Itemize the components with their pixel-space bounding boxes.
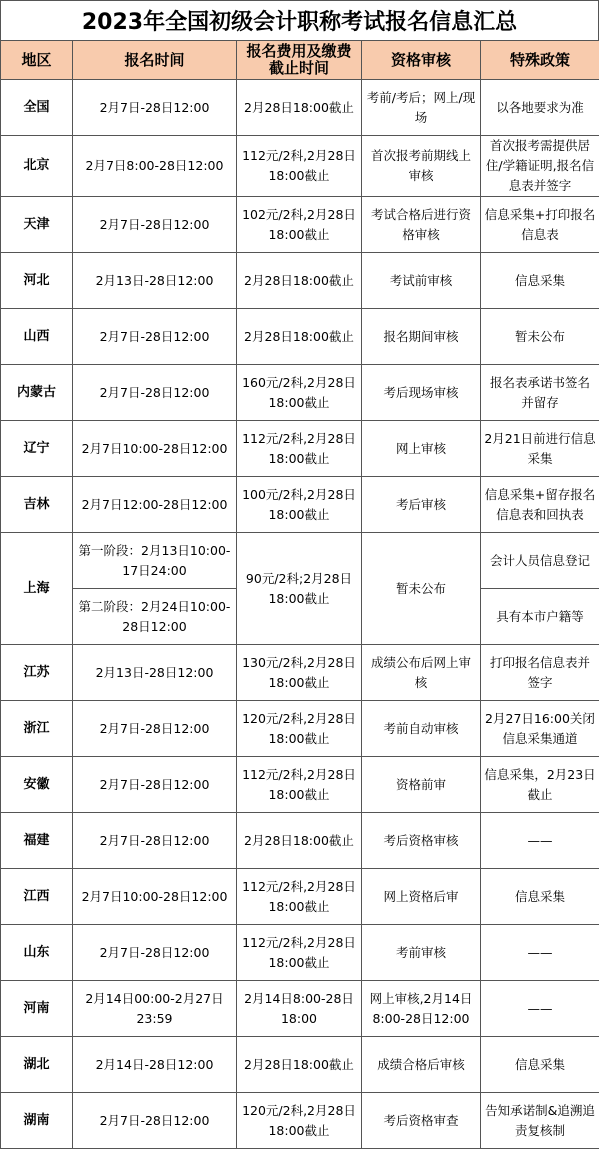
table-row: [1, 1037, 599, 1093]
time-cell: 2月7日-28日12:00: [73, 701, 237, 757]
table-row: [1, 701, 599, 757]
region-cell: 山东: [1, 925, 73, 981]
region-cell: 湖南: [1, 1093, 73, 1149]
header-fee: 报名费用及缴费截止时间: [237, 41, 362, 80]
time-cell: 2月13日-28日12:00: [73, 253, 237, 309]
review-cell: 考前/考后；网上/现场: [362, 80, 481, 136]
review-cell: 考前自动审核: [362, 701, 481, 757]
table-row: [1, 421, 599, 477]
header-row: [1, 41, 599, 80]
fee-cell: 102元/2科,2月28日18:00截止: [237, 197, 362, 253]
review-cell: 考后现场审核: [362, 365, 481, 421]
time-cell-phase2: 第二阶段：2月24日10:00-28日12:00: [73, 589, 237, 645]
header-time: 报名时间: [73, 41, 237, 80]
review-cell: 网上资格后审: [362, 869, 481, 925]
region-cell: 河北: [1, 253, 73, 309]
table-body: [1, 80, 599, 1149]
table-row: [1, 981, 599, 1037]
policy-cell: 以各地要求为准: [481, 80, 599, 136]
page-title: 2023年全国初级会计职称考试报名信息汇总: [0, 0, 599, 41]
table-row: [1, 869, 599, 925]
fee-cell: 2月28日18:00截止: [237, 1037, 362, 1093]
policy-cell: 信息采集+打印报名信息表: [481, 197, 599, 253]
time-cell: 2月7日-28日12:00: [73, 1093, 237, 1149]
table-row: [1, 80, 599, 136]
fee-cell: 112元/2科,2月28日18:00截止: [237, 136, 362, 197]
policy-cell-1: 会计人员信息登记: [481, 533, 599, 589]
review-cell: 首次报考前期线上审核: [362, 136, 481, 197]
policy-cell: 报名表承诺书签名并留存: [481, 365, 599, 421]
region-cell: 福建: [1, 813, 73, 869]
time-cell: 2月7日10:00-28日12:00: [73, 421, 237, 477]
policy-cell: 2月21日前进行信息采集: [481, 421, 599, 477]
time-cell: 2月7日-28日12:00: [73, 309, 237, 365]
region-cell: 江苏: [1, 645, 73, 701]
review-cell: 考试前审核: [362, 253, 481, 309]
table-row: [1, 1093, 599, 1149]
policy-cell: 2月27日16:00关闭信息采集通道: [481, 701, 599, 757]
table-row: [1, 813, 599, 869]
time-cell: 2月7日-28日12:00: [73, 365, 237, 421]
review-cell: 资格前审: [362, 757, 481, 813]
time-cell: 2月7日-28日12:00: [73, 80, 237, 136]
fee-cell: 120元/2科,2月28日18:00截止: [237, 701, 362, 757]
policy-cell-2: 具有本市户籍等: [481, 589, 599, 645]
policy-cell: 信息采集: [481, 253, 599, 309]
table-row: [1, 253, 599, 309]
time-cell-phase1: 第一阶段：2月13日10:00-17日24:00: [73, 533, 237, 589]
policy-cell: 首次报考需提供居住/学籍证明,报名信息表并签字: [481, 136, 599, 197]
region-cell: 辽宁: [1, 421, 73, 477]
time-cell: 2月14日-28日12:00: [73, 1037, 237, 1093]
region-cell: 吉林: [1, 477, 73, 533]
header-region: 地区: [1, 41, 73, 80]
fee-cell: 2月28日18:00截止: [237, 309, 362, 365]
table-row: [1, 136, 599, 197]
time-cell: 2月7日-28日12:00: [73, 925, 237, 981]
policy-cell: 打印报名信息表并签字: [481, 645, 599, 701]
time-cell: 2月7日12:00-28日12:00: [73, 477, 237, 533]
fee-cell: 2月28日18:00截止: [237, 253, 362, 309]
review-cell: 成绩合格后审核: [362, 1037, 481, 1093]
region-cell: 上海: [1, 533, 73, 645]
table-row: [1, 925, 599, 981]
policy-cell: 信息采集，2月23日截止: [481, 757, 599, 813]
table-row-shanghai: [1, 533, 599, 589]
table-row: [1, 309, 599, 365]
region-cell: 江西: [1, 869, 73, 925]
policy-cell: 信息采集+留存报名信息表和回执表: [481, 477, 599, 533]
header-review: 资格审核: [362, 41, 481, 80]
review-cell: 网上审核: [362, 421, 481, 477]
region-cell: 山西: [1, 309, 73, 365]
policy-cell: 信息采集: [481, 1037, 599, 1093]
review-cell: 考后审核: [362, 477, 481, 533]
review-cell: 考后资格审查: [362, 1093, 481, 1149]
fee-cell: 90元/2科;2月28日18:00截止: [237, 533, 362, 645]
time-cell: 2月7日-28日12:00: [73, 197, 237, 253]
review-cell: 考前审核: [362, 925, 481, 981]
policy-cell: 告知承诺制&追溯追责复核制: [481, 1093, 599, 1149]
policy-cell: ——: [481, 813, 599, 869]
review-cell: 考后资格审核: [362, 813, 481, 869]
header-policy: 特殊政策: [481, 41, 599, 80]
fee-cell: 112元/2科,2月28日18:00截止: [237, 925, 362, 981]
review-cell: 考试合格后进行资格审核: [362, 197, 481, 253]
fee-cell: 120元/2科,2月28日18:00截止: [237, 1093, 362, 1149]
region-cell: 湖北: [1, 1037, 73, 1093]
policy-cell: 暂未公布: [481, 309, 599, 365]
review-cell: 报名期间审核: [362, 309, 481, 365]
table-row: [1, 645, 599, 701]
time-cell: 2月7日-28日12:00: [73, 757, 237, 813]
time-cell: 2月7日-28日12:00: [73, 813, 237, 869]
region-cell: 全国: [1, 80, 73, 136]
table-row: [1, 757, 599, 813]
fee-cell: 112元/2科,2月28日18:00截止: [237, 869, 362, 925]
time-cell: 2月13日-28日12:00: [73, 645, 237, 701]
table-row: [1, 477, 599, 533]
table-row: [1, 197, 599, 253]
review-cell: 网上审核,2月14日8:00-28日12:00: [362, 981, 481, 1037]
region-cell: 河南: [1, 981, 73, 1037]
fee-cell: 130元/2科,2月28日18:00截止: [237, 645, 362, 701]
review-cell: 暂未公布: [362, 533, 481, 645]
region-cell: 北京: [1, 136, 73, 197]
fee-cell: 160元/2科,2月28日18:00截止: [237, 365, 362, 421]
fee-cell: 2月28日18:00截止: [237, 813, 362, 869]
fee-cell: 2月14日8:00-28日18:00: [237, 981, 362, 1037]
policy-cell: ——: [481, 925, 599, 981]
policy-cell: 信息采集: [481, 869, 599, 925]
fee-cell: 112元/2科,2月28日18:00截止: [237, 421, 362, 477]
policy-cell: ——: [481, 981, 599, 1037]
time-cell: 2月7日10:00-28日12:00: [73, 869, 237, 925]
time-cell: 2月14日00:00-2月27日23:59: [73, 981, 237, 1037]
table-row: [1, 365, 599, 421]
region-cell: 天津: [1, 197, 73, 253]
region-cell: 内蒙古: [1, 365, 73, 421]
review-cell: 成绩公布后网上审核: [362, 645, 481, 701]
registration-table: [0, 40, 599, 1149]
time-cell: 2月7日8:00-28日12:00: [73, 136, 237, 197]
region-cell: 浙江: [1, 701, 73, 757]
fee-cell: 100元/2科,2月28日18:00截止: [237, 477, 362, 533]
fee-cell: 112元/2科,2月28日18:00截止: [237, 757, 362, 813]
region-cell: 安徽: [1, 757, 73, 813]
fee-cell: 2月28日18:00截止: [237, 80, 362, 136]
